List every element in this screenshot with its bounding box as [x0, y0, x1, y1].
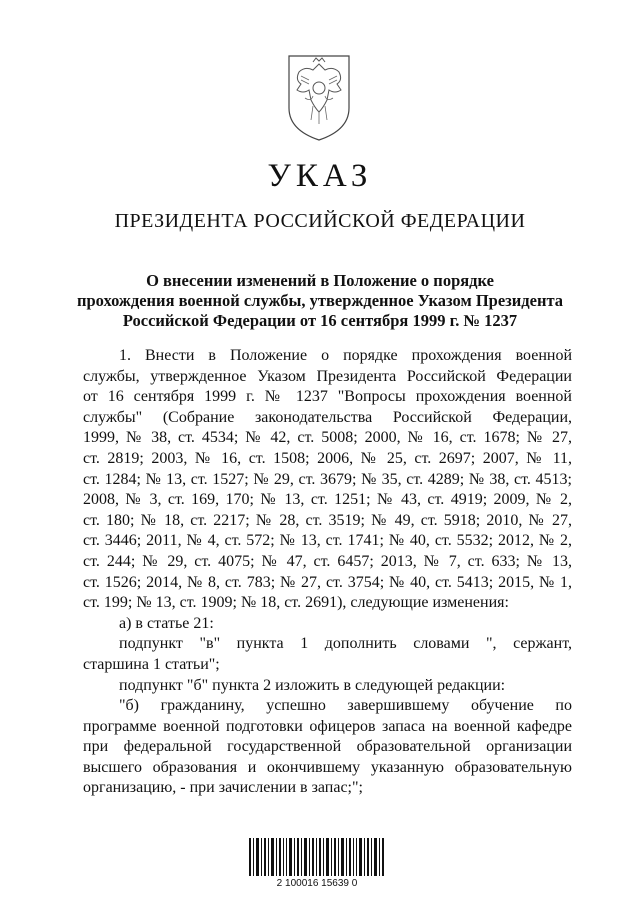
body-line: ст. 244; № 29, ст. 4075; № 47, ст. 6457; 2013, № 7, ст. 633; № 13,: [83, 552, 572, 570]
body-line: службы" (Собрание законодательства Российской Федерации,: [83, 408, 572, 426]
body-line: ст. 1526; 2014, № 8, ст. 783; № 27, ст. 3754; № 40, ст. 5413; 2015, № 1,: [83, 573, 572, 591]
coat-of-arms-emblem: [283, 50, 355, 142]
body-line: высшего образования и окончившему указанную образовательную: [83, 758, 572, 776]
heading-line: О внесении изменений в Положение о порядке: [146, 271, 494, 290]
body-line: 1999, № 38, ст. 4534; № 42, ст. 5008; 2000, № 16, ст. 1678; № 27,: [83, 429, 572, 447]
heading-line: прохождения военной службы, утвержденное Указом Президента: [76, 291, 564, 310]
body-line: 1. Внести в Положение о порядке прохождения военной: [119, 347, 572, 364]
body-line: ст. 2819; 2003, № 16, ст. 1508; 2006, № 25, ст. 2697; 2007, № 11,: [83, 449, 572, 467]
body-line: программе военной подготовки офицеров запаса на военной кафедре: [83, 717, 572, 735]
body-line: от 16 сентября 1999 г. № 1237 "Вопросы прохождения военной: [83, 388, 572, 406]
body-line: организацию, - при зачислении в запас;";: [83, 779, 363, 797]
body-line: ст. 180; № 18, ст. 2217; № 28, ст. 3519; № 49, ст. 5918; 2010, № 27,: [83, 511, 572, 529]
body-line: "б) гражданину, успешно завершившему обучение по: [119, 697, 572, 715]
body-line: службы, утвержденное Указом Президента Российской Федерации: [83, 367, 572, 385]
body-line: подпункт "в" пункта 1 дополнить словами ", сержант,: [119, 635, 572, 653]
body-line: ст. 199; № 13, ст. 1909; № 18, ст. 2691), следующие изменения:: [83, 594, 509, 612]
body-line: ст. 1284; № 13, ст. 1527; № 29, ст. 3679; № 35, ст. 4289; № 38, ст. 4513;: [83, 470, 572, 488]
body-line: подпункт "б" пункта 2 изложить в следующей редакции:: [119, 676, 506, 694]
document-title: УКАЗ: [267, 158, 373, 194]
decree-body: [83, 346, 572, 799]
body-line: при федеральной государственной образовательной организации: [83, 738, 572, 756]
document-subtitle: ПРЕЗИДЕНТА РОССИЙСКОЙ ФЕДЕРАЦИИ: [114, 210, 526, 232]
body-line: старшина 1 статьи";: [83, 655, 220, 673]
decree-heading: [60, 271, 580, 331]
body-line: ст. 3446; 2011, № 4, ст. 572; № 13, ст. 1741; № 40, ст. 5532; 2012, № 2,: [83, 532, 572, 550]
barcode-number: 2 100016 15639 0: [276, 878, 358, 889]
heading-line: Российской Федерации от 16 сентября 1999 г. № 1237: [122, 311, 518, 330]
body-line: а) в статье 21:: [119, 614, 214, 632]
body-line: 2008, № 3, ст. 169, 170; № 13, ст. 1251; № 43, ст. 4919; 2009, № 2,: [83, 491, 572, 509]
